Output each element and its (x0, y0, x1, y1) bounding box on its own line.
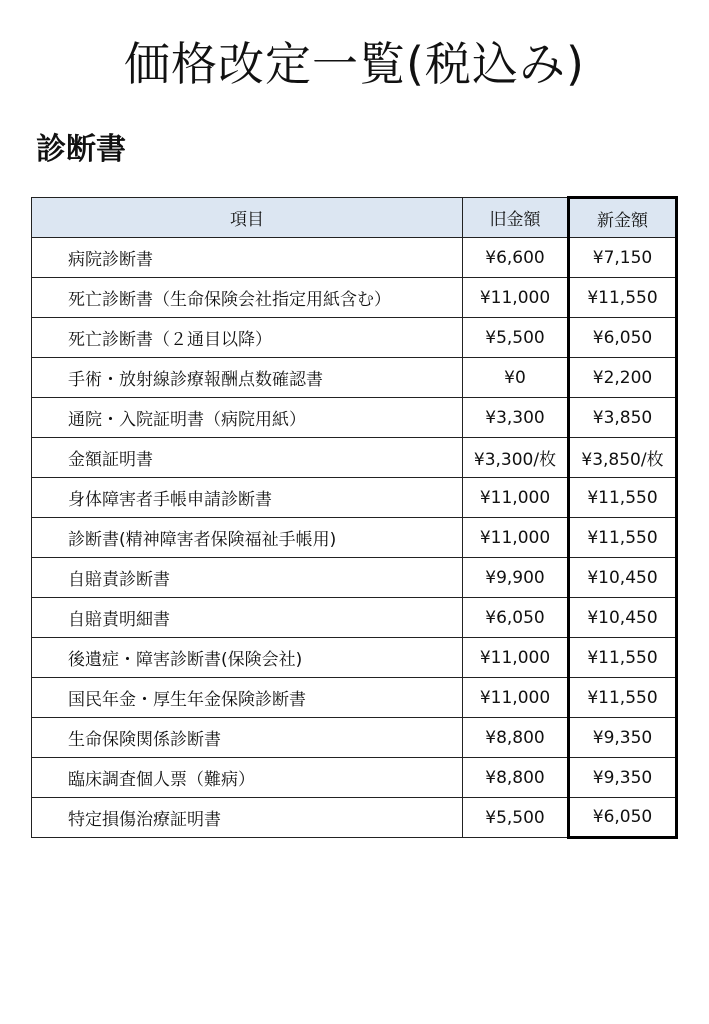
old-price: ¥6,600 (463, 238, 569, 278)
page-title: 価格改定一覧(税込み) (124, 37, 585, 91)
item-name: 死亡診断書（生命保険会社指定用紙含む） (32, 278, 463, 318)
item-name: 自賠責明細書 (32, 598, 463, 638)
table-row (32, 758, 677, 798)
table-row (32, 638, 677, 678)
old-price: ¥11,000 (463, 278, 569, 318)
new-price: ¥11,550 (569, 678, 677, 718)
old-price: ¥3,300 (463, 398, 569, 438)
item-name: 死亡診断書（２通目以降） (32, 318, 463, 358)
column-header-item: 項目 (32, 198, 463, 238)
table-row (32, 478, 677, 518)
table-row (32, 678, 677, 718)
old-price: ¥11,000 (463, 478, 569, 518)
table-row (32, 398, 677, 438)
table-row (32, 798, 677, 838)
new-price: ¥7,150 (569, 238, 677, 278)
item-name: 病院診断書 (32, 238, 463, 278)
table-row (32, 238, 677, 278)
table-row (32, 278, 677, 318)
table-row (32, 438, 677, 478)
old-price: ¥5,500 (463, 798, 569, 838)
new-price: ¥3,850 (569, 398, 677, 438)
old-price: ¥9,900 (463, 558, 569, 598)
new-price: ¥11,550 (569, 278, 677, 318)
item-name: 金額証明書 (32, 438, 463, 478)
item-name: 臨床調査個人票（難病） (32, 758, 463, 798)
old-price: ¥5,500 (463, 318, 569, 358)
old-price: ¥0 (463, 358, 569, 398)
column-header-new-price: 新金額 (569, 198, 677, 238)
item-name: 後遺症・障害診断書(保険会社) (32, 638, 463, 678)
table-row (32, 558, 677, 598)
new-price: ¥9,350 (569, 718, 677, 758)
table-row (32, 318, 677, 358)
new-price: ¥6,050 (569, 798, 677, 838)
table-row (32, 598, 677, 638)
old-price: ¥8,800 (463, 718, 569, 758)
item-name: 特定損傷治療証明書 (32, 798, 463, 838)
old-price: ¥3,300/枚 (463, 438, 569, 478)
new-price: ¥10,450 (569, 598, 677, 638)
new-price: ¥9,350 (569, 758, 677, 798)
item-name: 生命保険関係診断書 (32, 718, 463, 758)
table-header-row (32, 198, 677, 238)
old-price: ¥11,000 (463, 678, 569, 718)
new-price: ¥11,550 (569, 518, 677, 558)
old-price: ¥11,000 (463, 638, 569, 678)
item-name: 身体障害者手帳申請診断書 (32, 478, 463, 518)
table-row (32, 358, 677, 398)
column-header-old-price: 旧金額 (463, 198, 569, 238)
item-name: 自賠責診断書 (32, 558, 463, 598)
table-row (32, 718, 677, 758)
item-name: 手術・放射線診療報酬点数確認書 (32, 358, 463, 398)
item-name: 国民年金・厚生年金保険診断書 (32, 678, 463, 718)
old-price: ¥11,000 (463, 518, 569, 558)
new-price: ¥2,200 (569, 358, 677, 398)
section-heading: 診断書 (36, 132, 126, 167)
new-price: ¥11,550 (569, 478, 677, 518)
item-name: 通院・入院証明書（病院用紙） (32, 398, 463, 438)
price-table (31, 196, 678, 839)
new-price: ¥3,850/枚 (569, 438, 677, 478)
new-price: ¥10,450 (569, 558, 677, 598)
table-row (32, 518, 677, 558)
new-price: ¥11,550 (569, 638, 677, 678)
old-price: ¥6,050 (463, 598, 569, 638)
old-price: ¥8,800 (463, 758, 569, 798)
new-price: ¥6,050 (569, 318, 677, 358)
item-name: 診断書(精神障害者保険福祉手帳用) (32, 518, 463, 558)
